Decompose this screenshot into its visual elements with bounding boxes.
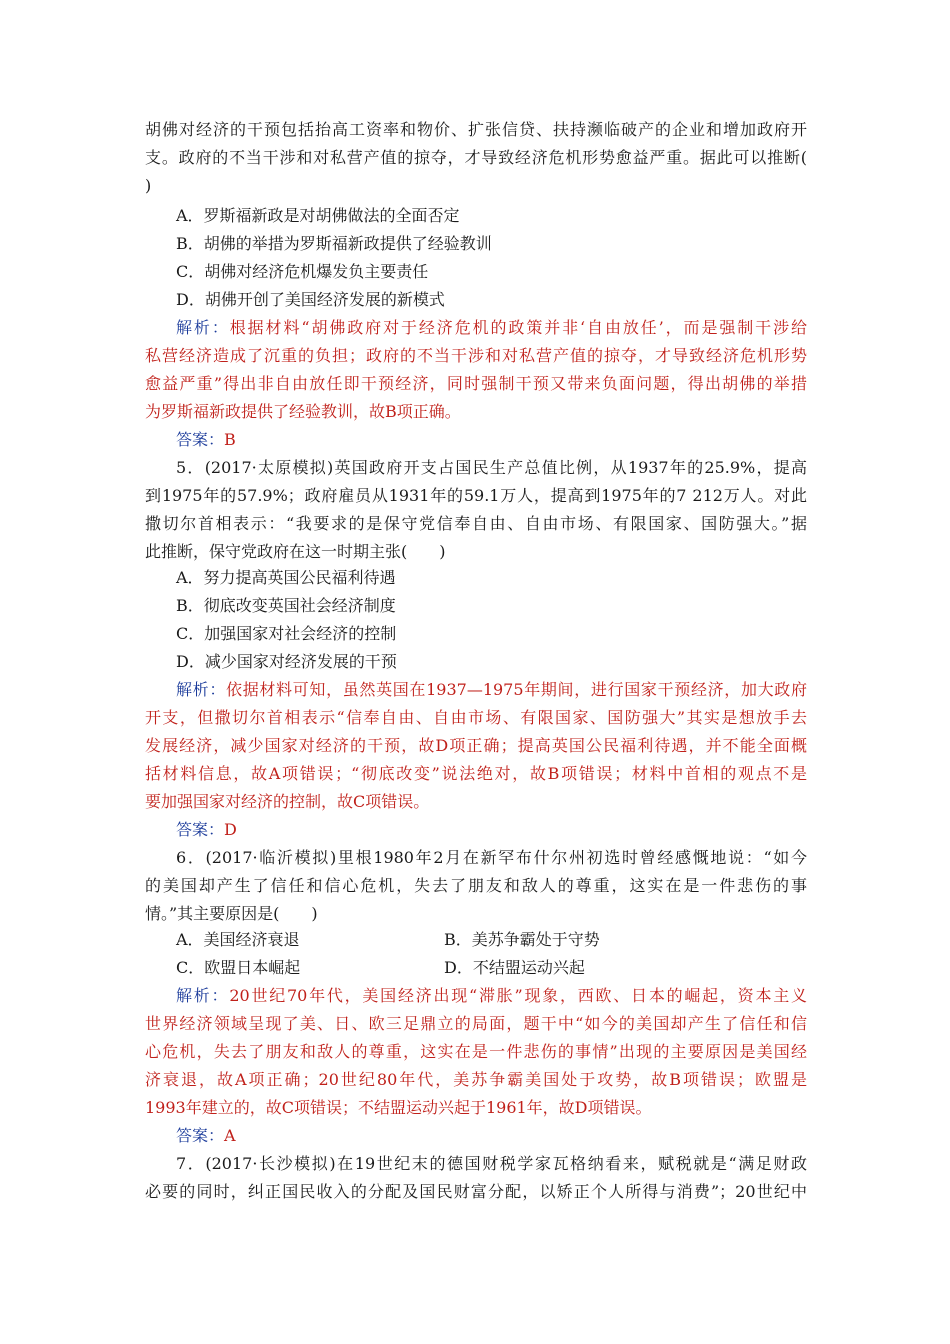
q4-option-b: B．胡佛的举措为罗斯福新政提供了经验教训 (176, 234, 492, 253)
q6-answer (176, 1122, 236, 1150)
q6-option-b: B．美苏争霸处于守势 (444, 930, 600, 949)
q6-stem-line-2: 的美国却产生了信任和信心危机，失去了朋友和敌人的尊重，这实在是一件悲伤的事 (145, 876, 807, 895)
q7-stem-line-2: 必要的同时，纠正国民收入的分配及国民财富分配，以矫正个人所得与消费”；20世纪中 (145, 1182, 807, 1201)
q4-answer (176, 426, 236, 454)
q5-analysis-line-4: 括材料信息，故A项错误；“彻底改变”说法绝对，故B项错误；材料中首相的观点不是 (145, 764, 807, 783)
q5-answer-value: D (224, 820, 237, 839)
q5-option-b: B．彻底改变英国社会经济制度 (176, 596, 396, 615)
q6-analysis-line-4: 济衰退，故A项正确；20世纪80年代，美苏争霸美国处于攻势，故B项错误；欧盟是 (145, 1070, 807, 1089)
q5-analysis-line-3: 发展经济，减少国家对经济的干预，故D项正确；提高英国公民福利待遇，并不能全面概 (145, 736, 807, 755)
q5-analysis-line-1 (176, 676, 807, 704)
q6-option-d: D．不结盟运动兴起 (444, 958, 585, 977)
q4-stem-line-2: 支。政府的不当干涉和对私营产值的掠夺，才导致经济危机形势愈益严重。据此可以推断( (145, 148, 807, 167)
q4-stem-line-1: 胡佛对经济的干预包括抬高工资率和物价、扩张信贷、扶持濒临破产的企业和增加政府开 (145, 120, 807, 139)
q6-analysis-line-2: 世界经济领域呈现了美、日、欧三足鼎立的局面，题干中“如今的美国却产生了信任和信 (145, 1014, 807, 1033)
q6-option-c: C．欧盟日本崛起 (176, 958, 301, 977)
q4-option-d: D．胡佛开创了美国经济发展的新模式 (176, 290, 445, 309)
q5-stem-line-1: 5．(2017·太原模拟)英国政府开支占国民生产总值比例，从1937年的25.9%，提高 (176, 458, 807, 477)
q5-answer-label: 答案： (176, 820, 225, 839)
q5-analysis-line-2: 开支，但撒切尔首相表示“信奉自由、自由市场、有限国家、国防强大”其实是想放手去 (145, 708, 807, 727)
q5-option-d: D．减少国家对经济发展的干预 (176, 652, 397, 671)
q5-answer (176, 816, 237, 844)
q6-answer-label: 答案： (176, 1126, 225, 1145)
q5-analysis-text: 依据材料可知，虽然英国在1937—1975年期间，进行国家干预经济，加大政府 (226, 680, 807, 699)
q5-analysis-line-5: 要加强国家对经济的控制，故C项错误。 (145, 792, 430, 811)
q5-stem-line-2: 到1975年的57.9%；政府雇员从1931年的59.1万人，提高到1975年的7 212万人。对此 (145, 486, 807, 505)
q4-analysis-line-4: 为罗斯福新政提供了经验教训，故B项正确。 (145, 402, 461, 421)
q6-stem-line-1: 6．(2017·临沂模拟)里根1980年2月在新罕布什尔州初选时曾经感慨地说：“如今 (176, 848, 807, 867)
q4-analysis-line-2: 私营经济造成了沉重的负担；政府的不当干涉和对私营产值的掠夺，才导致经济危机形势 (145, 346, 807, 365)
q4-stem-line-3: ) (145, 176, 152, 195)
q5-stem-line-4: 此推断，保守党政府在这一时期主张( ) (145, 542, 446, 561)
q5-analysis-label: 解析： (176, 680, 227, 699)
q6-analysis-label: 解析： (176, 986, 230, 1005)
q6-analysis-text: 20世纪70年代，美国经济出现“滞胀”现象，西欧、日本的崛起，资本主义 (229, 986, 807, 1005)
q6-option-a: A．美国经济衰退 (176, 930, 300, 949)
q6-answer-value: A (224, 1126, 236, 1145)
q4-analysis-line-3: 愈益严重”得出非自由放任即干预经济，同时强制干预又带来负面问题，得出胡佛的举措 (145, 374, 807, 393)
q5-option-c: C．加强国家对社会经济的控制 (176, 624, 397, 643)
q4-analysis-label: 解析： (176, 318, 230, 337)
q6-analysis-line-5: 1993年建立的，故C项错误；不结盟运动兴起于1961年，故D项错误。 (145, 1098, 652, 1117)
q4-answer-value: B (224, 430, 236, 449)
q5-stem-line-3: 撒切尔首相表示：“我要求的是保守党信奉自由、自由市场、有限国家、国防强大。”据 (145, 514, 807, 533)
q4-analysis-line-1 (176, 314, 807, 342)
q7-stem-line-1: 7．(2017·长沙模拟)在19世纪末的德国财税学家瓦格纳看来，赋税就是“满足财政 (176, 1154, 807, 1173)
q4-option-a: A．罗斯福新政是对胡佛做法的全面否定 (176, 206, 460, 225)
q6-stem-line-3: 情。”其主要原因是( ) (145, 904, 318, 923)
q4-answer-label: 答案： (176, 430, 225, 449)
q4-analysis-text: 根据材料“胡佛政府对于经济危机的政策并非‘自由放任’，而是强制干涉给 (229, 318, 807, 337)
q4-option-c: C．胡佛对经济危机爆发负主要责任 (176, 262, 429, 281)
q6-analysis-line-3: 心危机，失去了朋友和敌人的尊重，这实在是一件悲伤的事情”出现的主要原因是美国经 (145, 1042, 807, 1061)
q6-analysis-line-1 (176, 982, 807, 1010)
q5-option-a: A．努力提高英国公民福利待遇 (176, 568, 396, 587)
